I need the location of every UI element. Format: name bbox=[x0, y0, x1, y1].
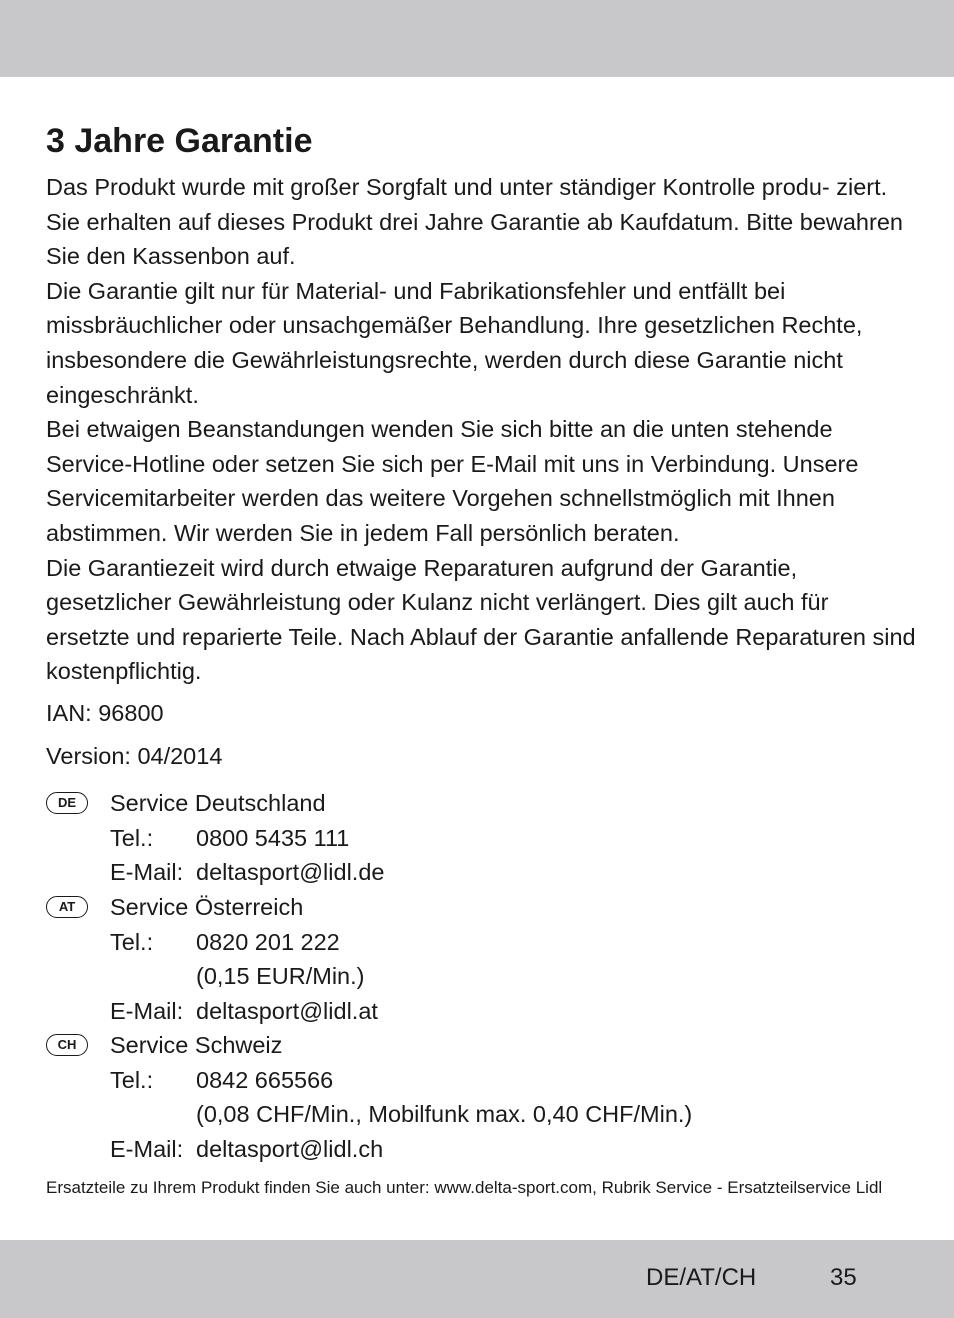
paragraph: Bei etwaigen Beanstandungen wenden Sie sich bitte an die unten stehende Service-Hotline oder setzen Sie sich per E-Mail mit uns in Verbindung. Unsere Servicemitarbeiter werden das weitere Vorgehen schnellstmöglich mit Ihnen abstimmen. Wir werden Sie in jedem Fall persönlich beraten. bbox=[46, 416, 859, 546]
service-block-de bbox=[46, 786, 906, 890]
country-badge-ch: CH bbox=[46, 1034, 88, 1056]
tel-number: 0842 665566 bbox=[196, 1066, 334, 1093]
version-label: Version: 04/2014 bbox=[46, 743, 223, 769]
paragraph: Die Garantiezeit wird durch etwaige Reparaturen aufgrund der Garantie, gesetzlicher Gewährleistung oder Kulanz nicht verlängert. Dies gilt auch für ersetzte und reparierte Teile. Nach Ablauf der Garantie anfallende Reparaturen sind kostenpflichtig. bbox=[46, 554, 916, 685]
page-title: 3 Jahre Garantie bbox=[46, 122, 313, 160]
tel-number: 0800 5435 111 bbox=[196, 824, 350, 851]
header-band bbox=[0, 0, 954, 77]
tel-label: Tel.: bbox=[110, 824, 154, 851]
tel-label: Tel.: bbox=[110, 1066, 154, 1093]
ian-number: IAN: 96800 bbox=[46, 700, 164, 726]
service-title: Service Deutschland bbox=[110, 790, 326, 816]
paragraph: Die Garantie gilt nur für Material- und Fabrikationsfehler und entfällt bei missbräuchlicher oder unsachgemäßer Behandlung. Ihre gesetzlichen Rechte, insbesondere die Gewährleistungsrechte, werden durch diese Garantie nicht eingeschränkt. bbox=[46, 277, 863, 408]
email-address: deltasport@lidl.ch bbox=[196, 1135, 384, 1162]
email-label: E-Mail: bbox=[110, 997, 184, 1024]
email-address: deltasport@lidl.de bbox=[196, 859, 385, 886]
service-title: Service Schweiz bbox=[110, 1032, 283, 1058]
page-number: 35 bbox=[830, 1264, 857, 1291]
warranty-text bbox=[46, 170, 916, 689]
footer-band bbox=[0, 1240, 954, 1318]
tel-number: 0820 201 222 bbox=[196, 928, 340, 955]
spare-parts-note: Ersatzteile zu Ihrem Produkt finden Sie auch unter: www.delta-sport.com, Rubrik Service - Ersatzteilservice Lidl bbox=[46, 1178, 883, 1197]
tel-rate-note: (0,15 EUR/Min.) bbox=[196, 963, 365, 990]
tel-label: Tel.: bbox=[110, 928, 154, 955]
service-title: Service Österreich bbox=[110, 894, 304, 920]
tel-rate-note: (0,08 CHF/Min., Mobilfunk max. 0,40 CHF/Min.) bbox=[196, 1101, 693, 1128]
paragraph: Das Produkt wurde mit großer Sorgfalt und unter ständiger Kontrolle produ- ziert. Sie erhalten auf dieses Produkt drei Jahre Garantie ab Kaufdatum. Bitte bewahren Sie den Kassenbon auf. bbox=[46, 174, 903, 270]
email-label: E-Mail: bbox=[110, 859, 184, 886]
email-label: E-Mail: bbox=[110, 1135, 184, 1162]
country-badge-at: AT bbox=[46, 896, 88, 918]
country-badge-de: DE bbox=[46, 792, 88, 814]
email-address: deltasport@lidl.at bbox=[196, 997, 378, 1024]
service-block-at bbox=[46, 890, 906, 1028]
service-block-ch bbox=[46, 1028, 906, 1166]
footer-region: DE/AT/CH bbox=[646, 1264, 757, 1291]
